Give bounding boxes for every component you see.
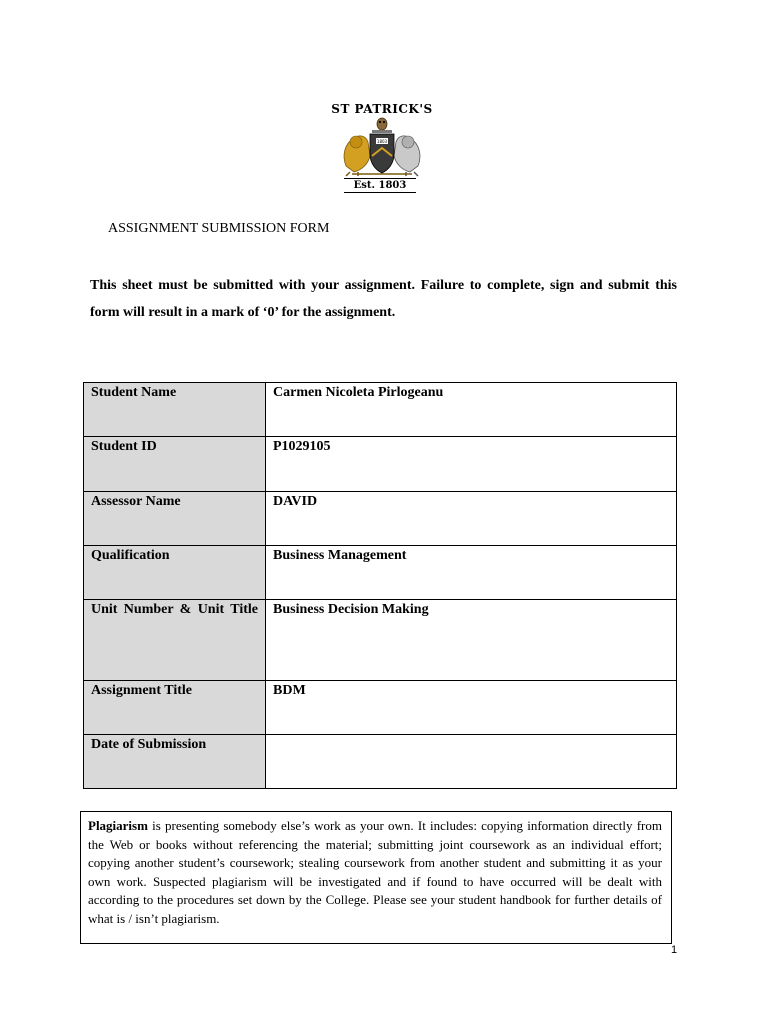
plagiarism-notice bbox=[80, 811, 672, 944]
college-crest-icon bbox=[332, 116, 432, 178]
student-id-label: Student ID bbox=[84, 437, 266, 492]
table-row bbox=[84, 437, 677, 492]
qualification-value[interactable]: Business Management bbox=[266, 546, 677, 600]
page-number: 1 bbox=[671, 944, 678, 956]
plagiarism-term: Plagiarism bbox=[88, 818, 148, 833]
assignment-title-value[interactable]: BDM bbox=[266, 681, 677, 735]
unit-title-label: Unit Number & Unit Title bbox=[84, 600, 266, 681]
unit-title-value[interactable]: Business Decision Making bbox=[266, 600, 677, 681]
student-info-table bbox=[83, 382, 677, 789]
table-row bbox=[84, 383, 677, 437]
table-row bbox=[84, 735, 677, 789]
submission-date-value[interactable] bbox=[266, 735, 677, 789]
submission-notice: This sheet must be submitted with your assignment. Failure to complete, sign and submit this form will result in a mark of ‘0’ for the assignment. bbox=[90, 278, 677, 320]
student-name-value[interactable]: Carmen Nicoleta Pirlogeanu bbox=[266, 383, 677, 437]
submission-date-label: Date of Submission bbox=[84, 735, 266, 789]
plagiarism-text: is presenting somebody else’s work as your own. It includes: copying information directly from the Web or books without referencing the material; submitting joint coursework as an individual effort; copying another student’s coursework; stealing coursework from another student and submitting it as your own work. Suspected plagiarism will be investigated and if found to have occurred will be dealt with according to the procedures set down by the College. Please see your student handbook for further details of what is / isn’t plagiarism. bbox=[88, 818, 662, 926]
table-row bbox=[84, 492, 677, 546]
table-row bbox=[84, 681, 677, 735]
student-name-label: Student Name bbox=[84, 383, 266, 437]
qualification-label: Qualification bbox=[84, 546, 266, 600]
shield-year: 1803 bbox=[376, 139, 388, 144]
assignment-title-label: Assignment Title bbox=[84, 681, 266, 735]
college-logo bbox=[322, 98, 442, 196]
assessor-name-value[interactable]: DAVID bbox=[266, 492, 677, 546]
logo-established: Est. 1803 bbox=[344, 178, 416, 193]
table-row bbox=[84, 546, 677, 600]
logo-title: ST PATRICK'S bbox=[331, 102, 433, 116]
table-row bbox=[84, 600, 677, 681]
assessor-name-label: Assessor Name bbox=[84, 492, 266, 546]
student-id-value[interactable]: P1029105 bbox=[266, 437, 677, 492]
form-title: ASSIGNMENT SUBMISSION FORM bbox=[108, 221, 330, 236]
